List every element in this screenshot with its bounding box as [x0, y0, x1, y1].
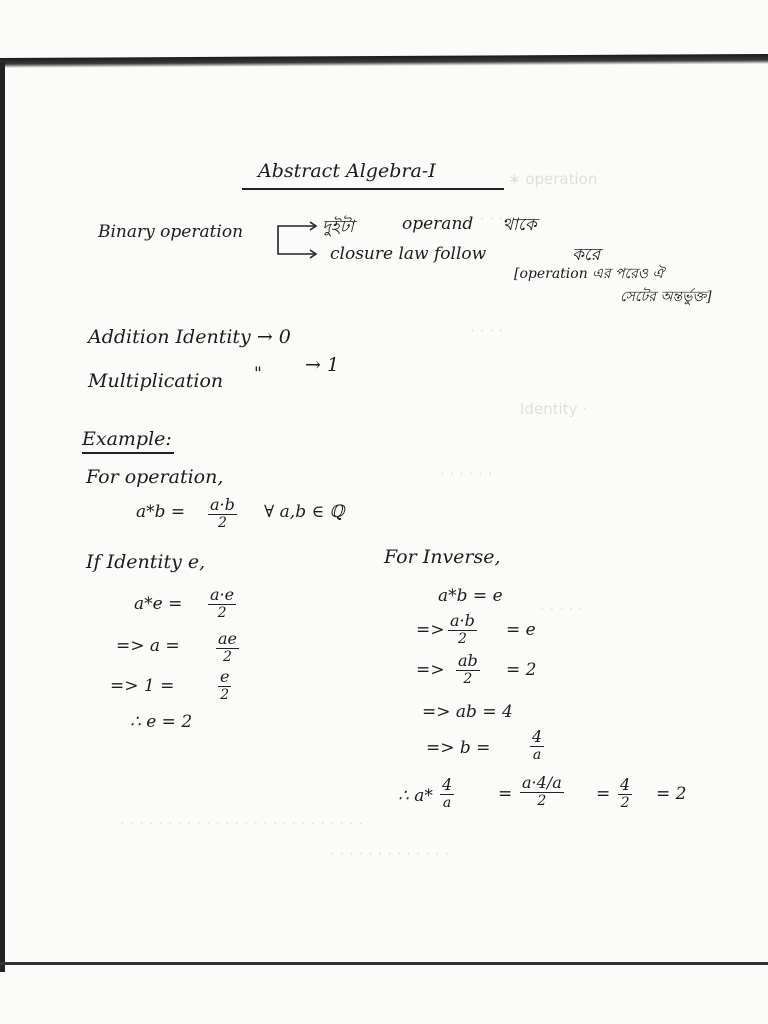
- verify-fraction2: $\frac{a\cdot 4/a}{2}$: [522, 773, 562, 809]
- multiplication-label: Multiplication: [88, 370, 224, 392]
- inverse-step5-fraction: $\frac{4}{a}$: [532, 727, 543, 763]
- branch1-bengali-suffix: থাকে: [502, 215, 537, 235]
- inverse-heading: For Inverse,: [384, 546, 501, 568]
- identity-heading: If Identity e,: [86, 551, 206, 573]
- operation-definition-domain: ∀ a,b ∈ ℚ: [264, 502, 345, 522]
- bleed-through-text: · · · · ·: [540, 600, 583, 618]
- bleed-through-text: Identity ·: [520, 400, 588, 418]
- inverse-step5-lhs: => b =: [426, 738, 491, 758]
- multiplication-identity-value: → 1: [305, 354, 340, 376]
- verify-equals2: =: [596, 784, 611, 804]
- bleed-through-text: · · · ·: [470, 322, 504, 340]
- inverse-step1: a*b = e: [438, 586, 503, 606]
- branch2-bengali: করে: [572, 245, 601, 265]
- verify-fraction1: $\frac{4}{a}$: [442, 775, 453, 811]
- example-underline: [82, 452, 174, 454]
- branch-bracket-icon: [276, 218, 326, 262]
- inverse-step2-fraction: $\frac{a\cdot b}{2}$: [450, 611, 475, 647]
- identity-step3-lhs: => 1 =: [110, 676, 175, 696]
- identity-step2-lhs: => a =: [116, 636, 180, 656]
- bleed-through-text: ∗ operation: [508, 170, 598, 188]
- branch2-closure-law: closure law follow: [330, 244, 487, 264]
- verify-result: = 2: [656, 784, 687, 804]
- inverse-step2-rhs: = e: [506, 620, 536, 640]
- inverse-step2-lhs: =>: [416, 620, 445, 640]
- closure-note-line1: [operation এর পরেও ঐ: [514, 266, 664, 282]
- title-underline: [242, 188, 504, 190]
- verify-lhs: ∴ a*: [398, 786, 433, 806]
- bleed-through-text: · · · · · · · · · · · · ·: [330, 845, 450, 863]
- inverse-step3-rhs: = 2: [506, 660, 537, 680]
- branch1-operand: operand: [402, 214, 474, 234]
- identity-result: ∴ e = 2: [130, 712, 193, 732]
- inverse-step3-fraction: $\frac{ab}{2}$: [458, 651, 478, 687]
- page-left-edge: [0, 62, 5, 972]
- example-heading: Example:: [82, 428, 172, 450]
- page-bottom-edge: [0, 962, 768, 965]
- bleed-through-text: · · · · ·: [470, 210, 513, 228]
- inverse-step4: => ab = 4: [422, 702, 513, 722]
- bleed-through-text: · · · · · · · · · · · · · · · · · · · · · · · · · ·: [120, 815, 364, 833]
- operation-definition-lhs: a*b =: [136, 502, 186, 522]
- identity-step3-fraction: $\frac{e}{2}$: [220, 667, 230, 703]
- identity-step1-lhs: a*e =: [134, 594, 183, 614]
- ditto-mark: ": [254, 364, 262, 384]
- verify-equals1: =: [498, 784, 513, 804]
- identity-step2-fraction: $\frac{ae}{2}$: [218, 629, 238, 665]
- addition-identity: Addition Identity → 0: [88, 326, 291, 348]
- branch1-bengali: দুইটা: [322, 217, 354, 237]
- bleed-through-text: · · · · · ·: [440, 465, 493, 483]
- verify-fraction3: $\frac{4}{2}$: [620, 775, 631, 811]
- inverse-step3-lhs: =>: [416, 660, 445, 680]
- operation-definition-fraction: $\frac{a\cdot b}{2}$: [210, 495, 235, 531]
- identity-step1-fraction: $\frac{a\cdot e}{2}$: [210, 585, 235, 621]
- for-operation-text: For operation,: [86, 466, 224, 488]
- page-top-edge: [0, 54, 768, 68]
- page-title: Abstract Algebra-I: [258, 160, 436, 182]
- closure-note-line2: সেটের অন্তর্ভুক্ত]: [620, 289, 712, 305]
- binary-operation-label: Binary operation: [98, 222, 244, 242]
